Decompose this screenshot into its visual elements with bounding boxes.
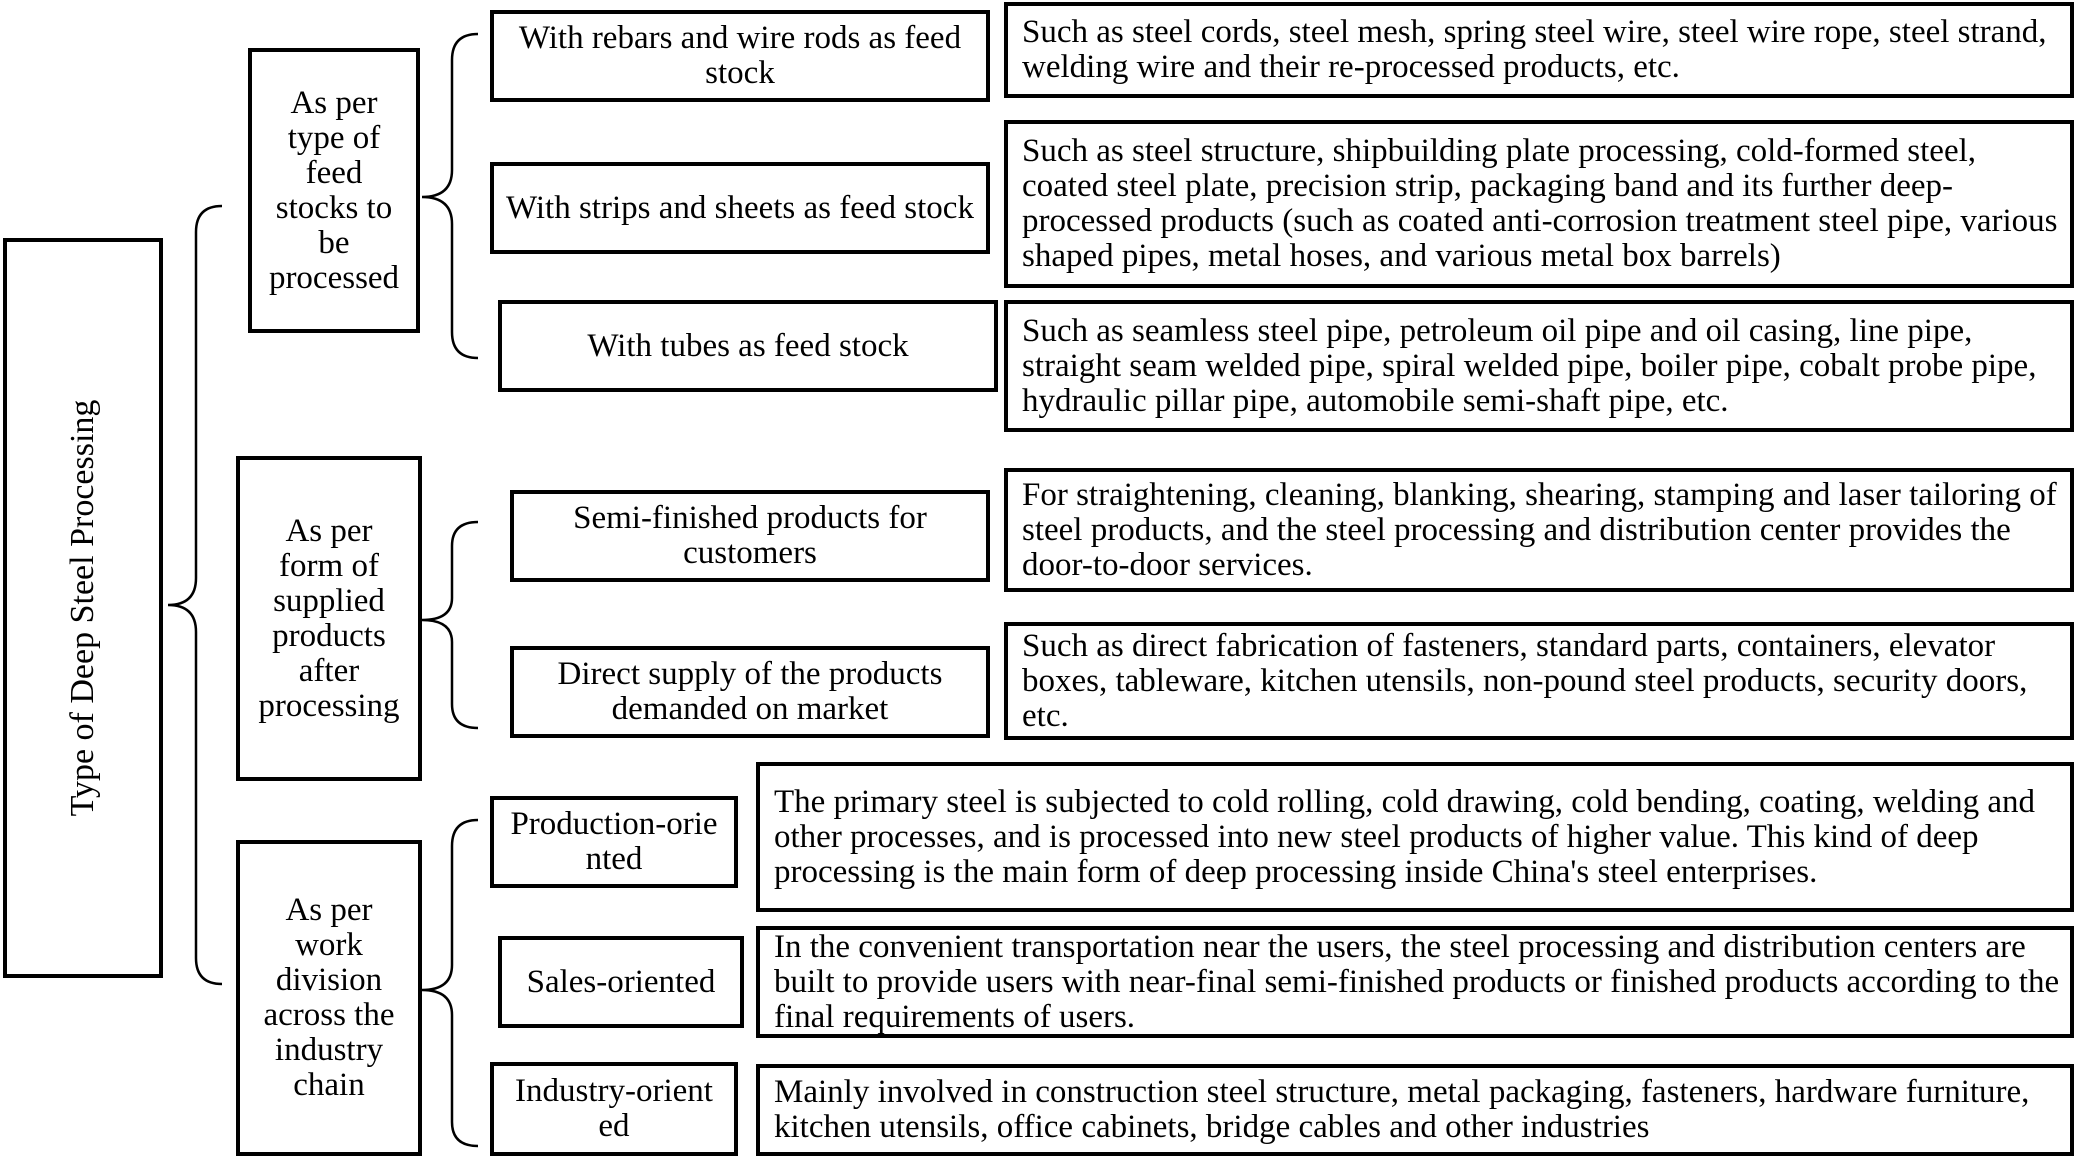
category-line: work <box>295 927 363 963</box>
category-line: processed <box>268 259 400 296</box>
item-description: Such as direct fabrication of fasteners, standard parts, containers, elevator boxes, tableware, kitchen utensils, non-pound steel products, security doors, etc. <box>1022 627 2028 734</box>
item-label: Sales-oriented <box>526 963 716 1000</box>
item-box-industry-oriented <box>490 1062 738 1156</box>
category-line: be <box>318 224 350 261</box>
category-3-brace <box>422 820 478 1146</box>
description-box-strips-sheets <box>1004 120 2074 288</box>
root-label: Type of Deep Steel Processing <box>64 399 101 817</box>
description-box-rebars-wire-rods <box>1004 2 2074 98</box>
item-label-line: Industry-orient <box>515 1073 713 1109</box>
item-label: With strips and sheets as feed stock <box>506 189 974 226</box>
description-box-sales-oriented <box>756 926 2074 1038</box>
description-box-production-oriented <box>756 762 2074 912</box>
item-label-line: nted <box>585 841 643 877</box>
category-line: supplied <box>273 582 385 619</box>
item-description: For straightening, cleaning, blanking, shearing, stamping and laser tailoring of steel products, and the steel processing and distribution center provides the door-to-door services. <box>1022 476 2057 583</box>
category-line: industry <box>274 1032 384 1068</box>
category-line: division <box>275 962 383 998</box>
category-line: form of <box>279 547 379 584</box>
root-brace <box>168 206 222 984</box>
item-description: Such as seamless steel pipe, petroleum oil pipe and oil casing, line pipe, straight seam welded pipe, spiral welded pipe, boiler pipe, cobalt probe pipe, hydraulic pillar pipe, automobile semi-shaft pipe, etc. <box>1022 312 2037 419</box>
description-box-industry-oriented <box>756 1064 2074 1156</box>
item-label-line: Production-orie <box>510 806 718 842</box>
item-box-sales-oriented <box>498 936 744 1028</box>
category-line: As per <box>285 892 373 928</box>
category-line: stocks to <box>275 189 393 226</box>
category-2-brace <box>422 522 478 728</box>
category-line: after <box>298 652 360 689</box>
item-description: In the convenient transportation near the users, the steel processing and distribution centers are built to provide users with near-final semi-finished products or finished products according to the final requirements of users. <box>774 928 2060 1035</box>
category-box-work-division <box>236 840 422 1156</box>
description-box-tubes <box>1004 300 2074 432</box>
category-1-brace <box>422 34 478 358</box>
item-box-production-oriented <box>490 796 738 888</box>
item-description: Such as steel structure, shipbuilding plate processing, cold-formed steel, coated steel plate, precision strip, packaging band and its further deep-processed products (such as coated anti-corrosion treatment steel pipe, various shaped pipes, metal hoses, and various metal box barrels) <box>1022 133 2058 274</box>
category-line: chain <box>293 1067 365 1103</box>
item-label: Direct supply of the products demanded on market <box>557 656 943 727</box>
root-box <box>3 238 163 978</box>
item-description: Mainly involved in construction steel structure, metal packaging, fasteners, hardware furniture, kitchen utensils, office cabinets, bridge cables and other industries <box>774 1074 2030 1145</box>
item-box-direct-supply <box>510 646 990 738</box>
category-box-supplied-form <box>236 456 422 781</box>
item-box-rebars-wire-rods <box>490 10 990 102</box>
category-line: type of <box>287 119 381 156</box>
item-label: Semi-finished products for customers <box>573 500 927 571</box>
item-label-line: ed <box>598 1108 630 1144</box>
category-line: feed <box>305 154 363 191</box>
category-line: processing <box>258 687 400 724</box>
item-description: The primary steel is subjected to cold rolling, cold drawing, cold bending, coating, welding and other processes, and is processed into new steel products of higher value. This kind of deep processing is the main form of deep processing inside China's steel enterprises. <box>774 783 2036 890</box>
description-box-direct-supply <box>1004 622 2074 740</box>
description-box-semi-finished <box>1004 468 2074 592</box>
category-line: products <box>272 617 386 654</box>
item-description: Such as steel cords, steel mesh, spring steel wire, steel wire rope, steel strand, welding wire and their re-processed products, etc. <box>1022 14 2047 85</box>
category-box-feed-stock <box>248 48 420 333</box>
category-line: As per <box>285 512 373 549</box>
category-line: As per <box>290 84 378 121</box>
category-line: across the <box>263 997 395 1033</box>
item-label: With tubes as feed stock <box>587 327 909 364</box>
item-box-semi-finished <box>510 490 990 582</box>
item-label: With rebars and wire rods as feed stock <box>518 20 962 91</box>
item-box-strips-sheets <box>490 162 990 254</box>
item-box-tubes <box>498 300 998 392</box>
